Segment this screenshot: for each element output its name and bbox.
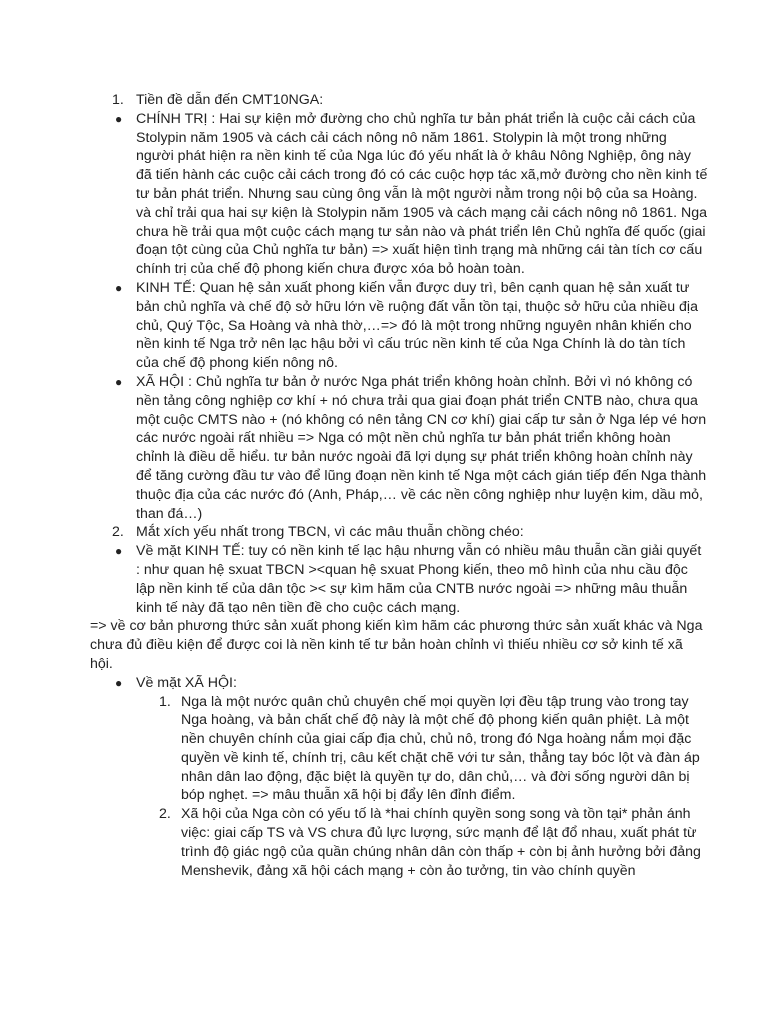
- bullet-marker: ●: [115, 675, 123, 690]
- list-item-text: Về mặt XÃ HỘI:: [136, 674, 237, 691]
- list-item-bullet: [0, 674, 768, 693]
- bullet-marker: ●: [115, 111, 123, 126]
- list-item-bullet: [0, 110, 768, 279]
- paragraph: [0, 617, 768, 673]
- document-body: [0, 91, 768, 880]
- list-marker: 1.: [112, 92, 124, 108]
- list-item-text: Nga là một nước quân chủ chuyên chế mọi quyền lợi đều tập trung vào trong tay Nga hoàng, và bản chất chế độ này là một chế độ phong kiến quân phiệt. Là một nền chuyên chính của giai cấp địa chủ, chủ nô, trong đó Nga hoàng nắm mọi đặc quyền về kinh tế, chính trị, câu kết chặt chẽ với tư sản, thẳng tay bóc lột và đàn áp nhân dân lao động, đặc biệt là quyền tự do, dân chủ,… và đời sống người dân bị bóp nghẹt. => mâu thuẫn xã hội bị đẩy lên đỉnh điểm.: [181, 693, 700, 804]
- list-item-text: CHÍNH TRỊ : Hai sự kiện mở đường cho chủ nghĩa tư bản phát triển là cuộc cải cách của Stolypin năm 1905 và cách cải cách nông nô năm 1861. Stolypin là một trong những người phát hiện ra nền kinh tế của Nga lúc đó yếu nhất là ở khâu Nông Nghiệp, ông này đã tiến hành các cuộc cải cách trong đó có các cuộc hợp tác xã,mở đường cho nền kinh tế tư bản phát triển. Nhưng sau cùng ông vẫn là một người nằm trong nội bộ của sa Hoàng. và chỉ trải qua hai sự kiện là Stolypin năm 1905 và cách mạng cải cách nông nô 1861. Nga chưa hề trải qua một cuộc cách mạng tư sản nào và phát triển lên Chủ nghĩa đế quốc (giai đoạn tột cùng của Chủ nghĩa tư bản) => xuất hiện tình trạng mà những cái tàn tích cơ cấu chính trị của chế độ phong kiến chưa được xóa bỏ hoàn toàn.: [136, 110, 708, 278]
- list-marker: 1.: [159, 693, 171, 710]
- bullet-marker: ●: [115, 374, 123, 389]
- paragraph-text: => về cơ bản phương thức sản xuất phong kiến kìm hãm các phương thức sản xuất khác và Nga chưa đủ điều kiện để được coi là nền kinh tế tư bản hoàn chỉnh vì thiếu nhiều cơ sở kinh tế xã hội.: [90, 618, 703, 672]
- list-item-text: Tiền đề dẫn đến CMT10NGA:: [136, 92, 324, 108]
- list-marker: 2.: [159, 806, 171, 823]
- list-item-numbered: [0, 523, 768, 542]
- list-item-bullet: [0, 373, 768, 523]
- list-item-text: KINH TẾ: Quan hệ sản xuất phong kiến vẫn được duy trì, bên cạnh quan hệ sản xuất tư bản chủ nghĩa và chế độ sở hữu lớn về ruộng đất vẫn tồn tại, thuộc sở hữu của nhiều địa chủ, Quý Tộc, Sa Hoàng và nhà thờ,…=> đó là một trong những nguyên nhân khiến cho nền kinh tế Nga trở nên lạc hậu bởi vì cấu trúc nền kinh tế của Nga Chính là do tàn tích của chế độ phong kiến nông nô.: [136, 279, 698, 372]
- list-item-text: XÃ HỘI : Chủ nghĩa tư bản ở nước Nga phát triển không hoàn chỉnh. Bởi vì nó không có nền tảng công nghiệp cơ khí + nó chưa trải qua giai đoạn phát triển CNTB nào, chưa qua một cuộc CMTS nào + (nó không có nên tảng CN cơ khí) giai cấp tư sản ở Nga lép vé hơn các nước ngoài rất nhiều => Nga có một nền chủ nghĩa tư bản phát triển không hoàn chỉnh là điều dễ hiểu. tư bản nước ngoài đã lợi dụng sự phát triển không hoàn chỉnh này để tăng cường đầu tư vào để lũng đoạn nền kinh tế Nga một cách gián tiếp đến Nga thành thuộc địa của các nước đó (Anh, Pháp,… về các nền công nghiệp như luyện kim, dầu mỏ, than đá…): [136, 373, 707, 522]
- bullet-marker: ●: [115, 544, 123, 559]
- list-item-bullet: [0, 542, 768, 617]
- list-marker: 2.: [112, 524, 124, 541]
- list-item-numbered: [0, 91, 768, 110]
- sublist-item-numbered: [0, 693, 768, 806]
- list-item-text: Về mặt KINH TẾ: tuy có nền kinh tế lạc hậu nhưng vẫn có nhiều mâu thuẫn cần giải quyết : như quan hệ sxuat TBCN ><quan hệ sxuat Phong kiến, theo mô hình của nhu cầu độc lập nền kinh tế của dân tộc >< sự kìm hãm của CNTB nước ngoài => những mâu thuẫn kinh tế này đã tạo nên tiền đề cho cuộc cách mạng.: [136, 543, 702, 616]
- list-item-text: Xã hội của Nga còn có yếu tố là *hai chính quyền song song và tồn tại* phản ánh việc: giai cấp TS và VS chưa đủ lực lượng, sức mạnh để lật đổ nhau, xuất phát từ trình độ giác ngộ của quần chúng nhân dân còn thấp + còn bị ảnh hưởng bởi đảng Menshevik, đảng xã hội cách mạng + còn ảo tưởng, tin vào chính quyền: [181, 806, 701, 879]
- list-item-bullet: [0, 279, 768, 373]
- bullet-marker: ●: [115, 280, 123, 295]
- sublist-item-numbered: [0, 805, 768, 880]
- list-item-text: Mắt xích yếu nhất trong TBCN, vì các mâu thuẫn chồng chéo:: [136, 524, 524, 541]
